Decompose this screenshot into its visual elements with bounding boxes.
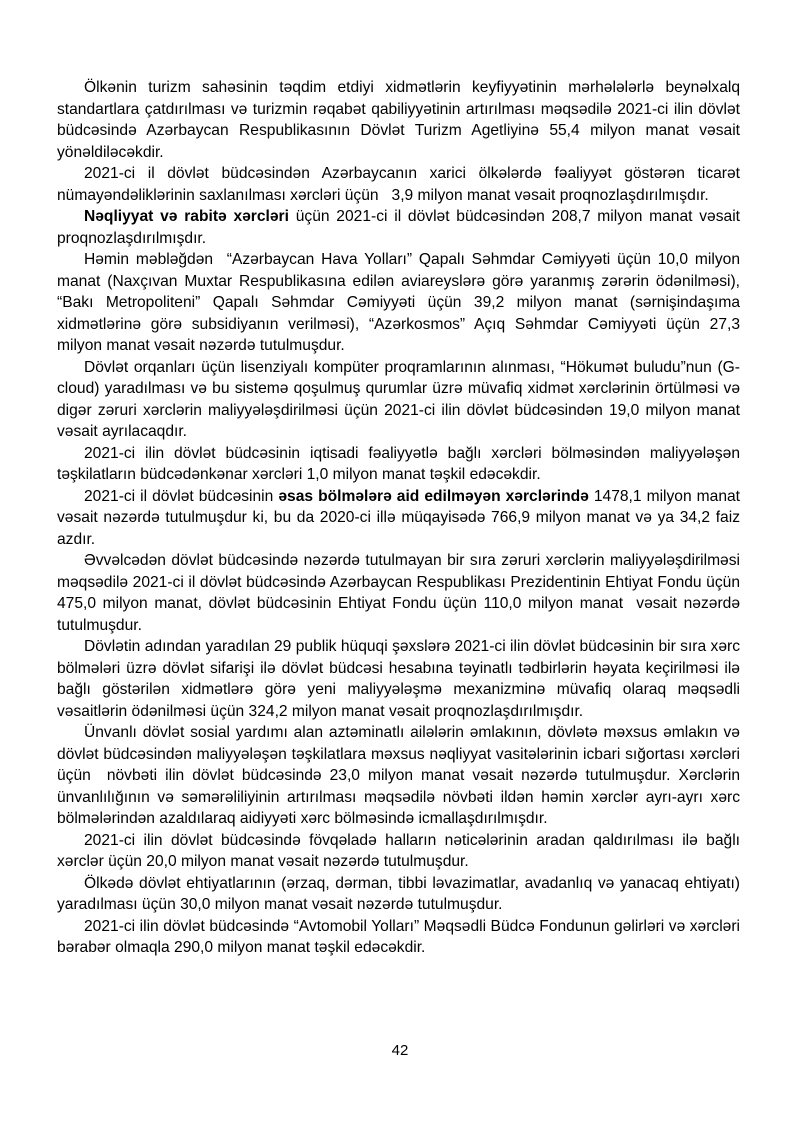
paragraph-public-legal-entities	[57, 636, 740, 722]
paragraph-road-fund	[57, 916, 740, 959]
document-body-text	[57, 77, 740, 959]
page-number: 42	[391, 1042, 409, 1059]
paragraph-trade-missions	[57, 163, 740, 206]
paragraph-text: 2021-ci il dövlət büdcəsindən Azərbaycanın xarici ölkələrdə fəaliyyət göstərən ticarət nümayəndəliklərinin saxlanılması xərcləri üçün 3,9 milyon manat vəsait proqnozlaşdırılmışdır.	[57, 165, 740, 204]
paragraph-text: Dövlətin adından yaradılan 29 publik hüquqi şəxslərə 2021-ci ilin dövlət büdcəsinin bir sıra xərc bölmələri üzrə dövlət sifarişi ilə dövlət büdcəsi hesabına təyinatlı tədbirlərin həyata keçirilməsi ilə bağlı göstərilən xidmətlərə görə yeni maliyyələşmə mexanizminə müvafiq olaraq məqsədli vəsaitlərin ödənilməsi üçün 324,2 milyon manat vəsait proqnozlaşdırılmışdır.	[57, 638, 740, 720]
paragraph-text: 2021-ci ilin dövlət büdcəsində fövqəladə halların nəticələrinin aradan qaldırılması ilə bağlı xərclər üçün 20,0 milyon manat vəsait nəzərdə tutulmuşdur.	[57, 831, 740, 870]
paragraph-reserve-funds	[57, 550, 740, 636]
paragraph-tourism-spending	[57, 77, 740, 163]
paragraph-text: 2021-ci il dövlət büdcəsinin	[84, 487, 279, 505]
paragraph-text: 1478,1 milyon manat vəsait nəzərdə tutulmuşdur ki, bu da 2020-ci illə müqayisədə 766,9 milyon manat və ya 34,2 faiz azdır.	[57, 487, 741, 548]
paragraph-text: 2021-ci ilin dövlət büdcəsində “Avtomobil Yolları” Məqsədli Büdcə Fondunun gəlirləri və xərcləri bərabər olmaqla 290,0 milyon manat təşkil edəcəkdir.	[57, 917, 740, 956]
paragraph-text: 2021-ci ilin dövlət büdcəsinin iqtisadi fəaliyyətlə bağlı xərcləri bölməsindən maliyyələşən təşkilatların büdcədənkənar xərcləri 1,0 milyon manat təşkil edəcəkdir.	[57, 444, 740, 483]
paragraph-unclassified-expenses	[57, 486, 740, 551]
paragraph-extrabudgetary-expenses	[57, 443, 740, 486]
paragraph-text: Ölkədə dövlət ehtiyatlarının (ərzaq, dərman, tibbi ləvazimatlar, avadanlıq və yanacaq ehtiyatı) yaradılması üçün 30,0 milyon manat vəsait nəzərdə tutulmuşdur.	[57, 874, 740, 913]
paragraph-text: Həmin məbləğdən “Azərbaycan Hava Yolları” Qapalı Səhmdar Cəmiyyəti üçün 10,0 milyon manat (Naxçıvan Muxtar Respublikasına edilən aviareyslərə görə yaranmış zərərin ödənilməsi), “Bakı Metropoliteni” Qapalı Səhmdar Cəmiyyəti üçün 39,2 milyon manat (sərnişindaşıma xidmətlərinə görə subsidiyanın verilməsi), “Azərkosmos” Açıq Səhmdar Cəmiyyəti üçün 27,3 milyon manat vəsait nəzərdə tutulmuşdur.	[57, 251, 740, 354]
paragraph-text: üçün 2021-ci il dövlət büdcəsindən 208,7 milyon manat vəsait proqnozlaşdırılmışdır.	[57, 208, 740, 247]
paragraph-azal-metro-azerkosmos	[57, 249, 740, 357]
paragraph-text: Ünvanlı dövlət sosial yardımı alan aztəminatlı ailələrin əmlakının, dövlətə məxsus əmlakın və dövlət büdcəsindən maliyyələşən təşkilatlara məxsus nəqliyyat vasitələrinin icbari sığortası xərcləri üçün növbəti ilin dövlət büdcəsində 23,0 milyon manat vəsait nəzərdə tutulmuşdur. Xərclərin ünvanlılığının və səmərəliliyinin artırılması məqsədilə növbəti ildən həmin xərclər ayrı-ayrı xərc bölmələrindən azaldılaraq aidiyyəti xərc bölməsində icmallaşdırılmışdır.	[57, 724, 740, 827]
paragraph-insurance-expenses	[57, 722, 740, 830]
paragraph-gcloud	[57, 357, 740, 443]
paragraph-bold-inline: əsas bölmələrə aid edilməyən xərclərində	[278, 487, 589, 505]
paragraph-text: Əvvəlcədən dövlət büdcəsində nəzərdə tutulmayan bir sıra zəruri xərclərin maliyyələşdirilməsi məqsədilə 2021-ci il dövlət büdcəsində Azərbaycan Respublikası Prezidentinin Ehtiyat Fondu üçün 475,0 milyon manat, dövlət büdcəsinin Ehtiyat Fondu üçün 110,0 milyon manat vəsait nəzərdə tutulmuşdur.	[57, 552, 740, 634]
paragraph-text: Ölkənin turizm sahəsinin təqdim etdiyi xidmətlərin keyfiyyətinin mərhələlərlə beynəlxalq standartlara çatdırılması və turizmin rəqabət qabiliyyətinin artırılması məqsədilə 2021-ci ilin dövlət büdcəsində Azərbaycan Respublikasının Dövlət Turizm Agetliyinə 55,4 milyon manat vəsait yönəldiləcəkdir.	[57, 79, 740, 161]
paragraph-emergency-expenses	[57, 830, 740, 873]
paragraph-state-reserves	[57, 873, 740, 916]
paragraph-bold-lead: Nəqliyyat və rabitə xərcləri	[84, 208, 289, 225]
paragraph-transport-communication	[57, 206, 740, 249]
paragraph-text: Dövlət orqanları üçün lisenziyalı kompüter proqramlarının alınması, “Hökumət buludu”nun (G-cloud) yaradılması və bu sistemə qoşulmuş qurumlar üzrə müvafiq xidmət xərclərinin örtülməsi və digər zəruri xərclərin maliyyələşdirilməsi üçün 2021-ci ilin dövlət büdcəsindən 19,0 milyon manat vəsait ayrılacaqdır.	[57, 358, 740, 440]
